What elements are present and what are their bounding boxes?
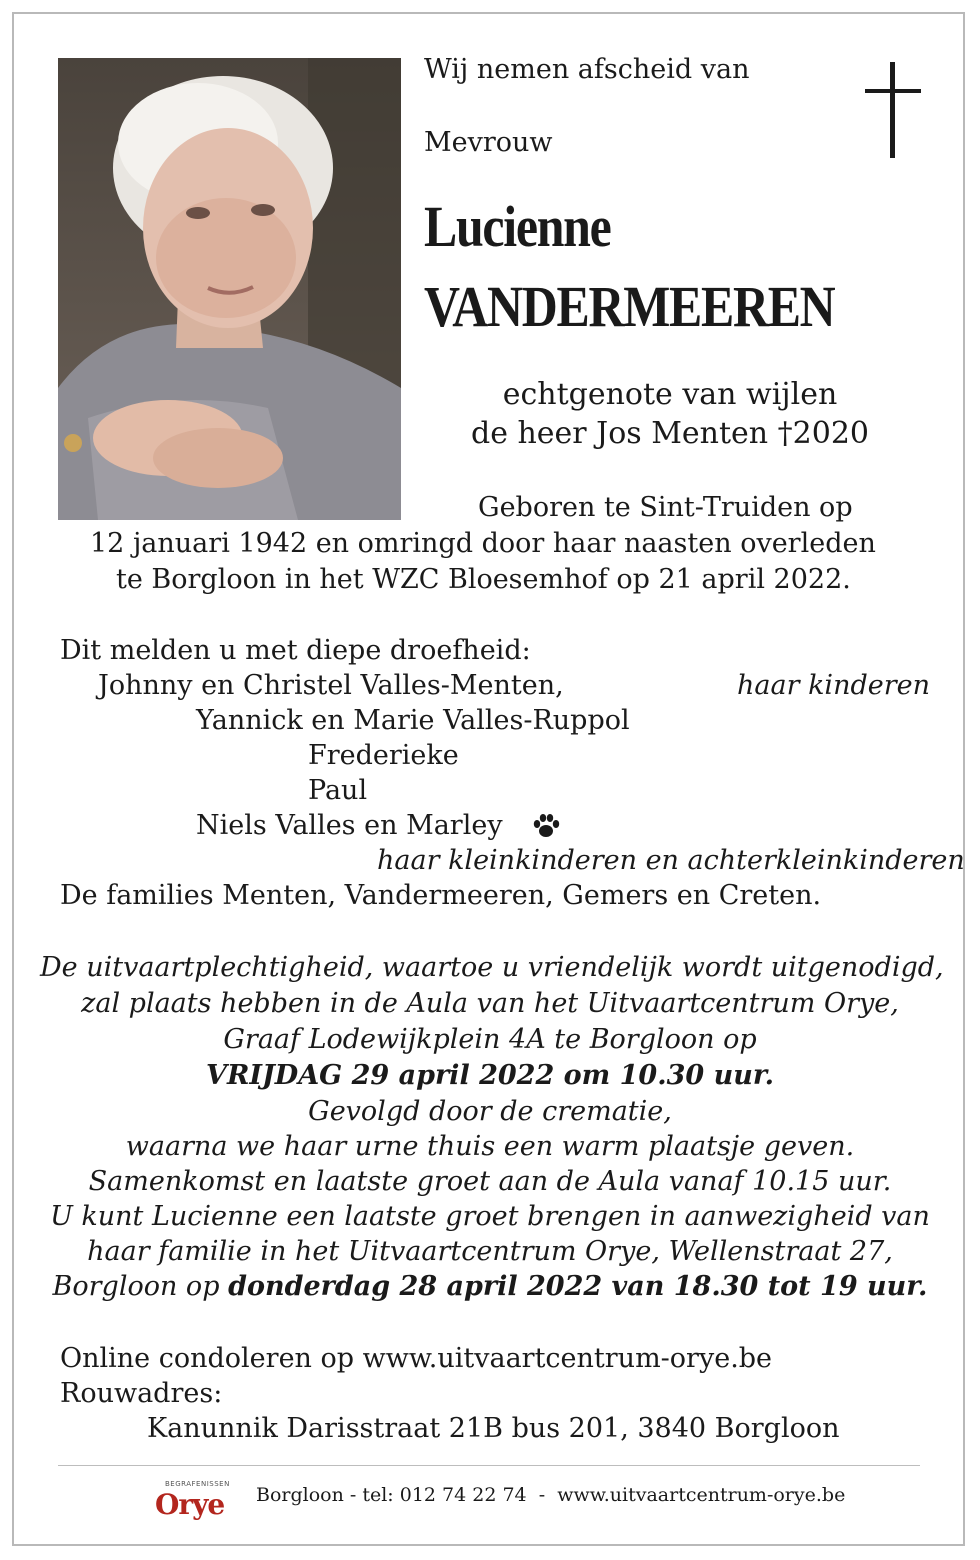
ceremony-line-10-prefix: Borgloon op xyxy=(52,1271,229,1302)
intro-text: Wij nemen afscheid van xyxy=(424,54,750,85)
grandchild-3: Paul xyxy=(308,775,368,806)
ceremony-line-9: haar familie in het Uitvaartcentrum Orye, Wellenstraat 27, xyxy=(87,1236,893,1267)
address-label: Rouwadres: xyxy=(60,1378,223,1409)
footer-info: Borgloon - tel: 012 74 22 74 - www.uitvaartcentrum-orye.be xyxy=(256,1484,846,1506)
portrait-photo xyxy=(58,58,401,520)
birth-line-1: Geboren te Sint-Truiden op xyxy=(478,492,853,523)
logo-brand: Orye xyxy=(155,1488,225,1521)
spouse-line-1: echtgenote van wijlen xyxy=(502,377,838,412)
ceremony-line-10 xyxy=(40,1271,940,1302)
ceremony-line-5: Gevolgd door de crematie, xyxy=(308,1096,672,1127)
mourning-address: Kanunnik Darisstraat 21B bus 201, 3840 Borgloon xyxy=(147,1413,840,1444)
birth-line-3: te Borgloon in het WZC Bloesemhof op 21 april 2022. xyxy=(116,564,851,595)
latin-cross-icon xyxy=(865,62,921,158)
logo-subtitle: BEGRAFENISSEN xyxy=(165,1480,230,1488)
ceremony-line-1: De uitvaartplechtigheid, waartoe u vriendelijk wordt uitgenodigd, xyxy=(40,952,944,983)
online-condolence: Online condoleren op www.uitvaartcentrum-orye.be xyxy=(60,1343,773,1374)
birth-line-2: 12 januari 1942 en omringd door haar naasten overleden xyxy=(90,528,876,559)
ceremony-line-2: zal plaats hebben in de Aula van het Uitvaartcentrum Orye, xyxy=(81,988,899,1019)
ceremony-line-3: Graaf Lodewijkplein 4A te Borgloon op xyxy=(223,1024,757,1055)
children-label: haar kinderen xyxy=(737,670,930,701)
grandchild-4: Niels Valles en Marley xyxy=(196,810,503,841)
grandchild-2: Frederieke xyxy=(308,740,459,771)
ceremony-date: VRIJDAG 29 april 2022 om 10.30 uur. xyxy=(206,1060,774,1091)
orye-logo xyxy=(155,1478,230,1522)
families-line: De families Menten, Vandermeeren, Gemers en Creten. xyxy=(60,880,822,911)
grandchild-1: Yannick en Marie Valles-Ruppol xyxy=(196,705,630,736)
announcement-intro: Dit melden u met diepe droefheid: xyxy=(60,635,531,666)
child-1: Johnny en Christel Valles-Menten, xyxy=(98,670,564,701)
grandchildren-label: haar kleinkinderen en achterkleinkinderen xyxy=(377,845,965,876)
ceremony-line-7: Samenkomst en laatste groet aan de Aula vanaf 10.15 uur. xyxy=(88,1166,892,1197)
deceased-last-name: VANDERMEEREN xyxy=(424,274,835,339)
paw-print-icon xyxy=(531,813,561,839)
footer-divider xyxy=(58,1465,920,1466)
spouse-line-2: de heer Jos Menten †2020 xyxy=(470,416,870,451)
visitation-date: donderdag 28 april 2022 van 18.30 tot 19 uur. xyxy=(228,1271,928,1302)
salutation: Mevrouw xyxy=(424,127,553,158)
ceremony-line-6: waarna we haar urne thuis een warm plaatsje geven. xyxy=(125,1131,855,1162)
deceased-first-name: Lucienne xyxy=(424,194,611,259)
ceremony-line-8: U kunt Lucienne een laatste groet brengen in aanwezigheid van xyxy=(50,1201,930,1232)
